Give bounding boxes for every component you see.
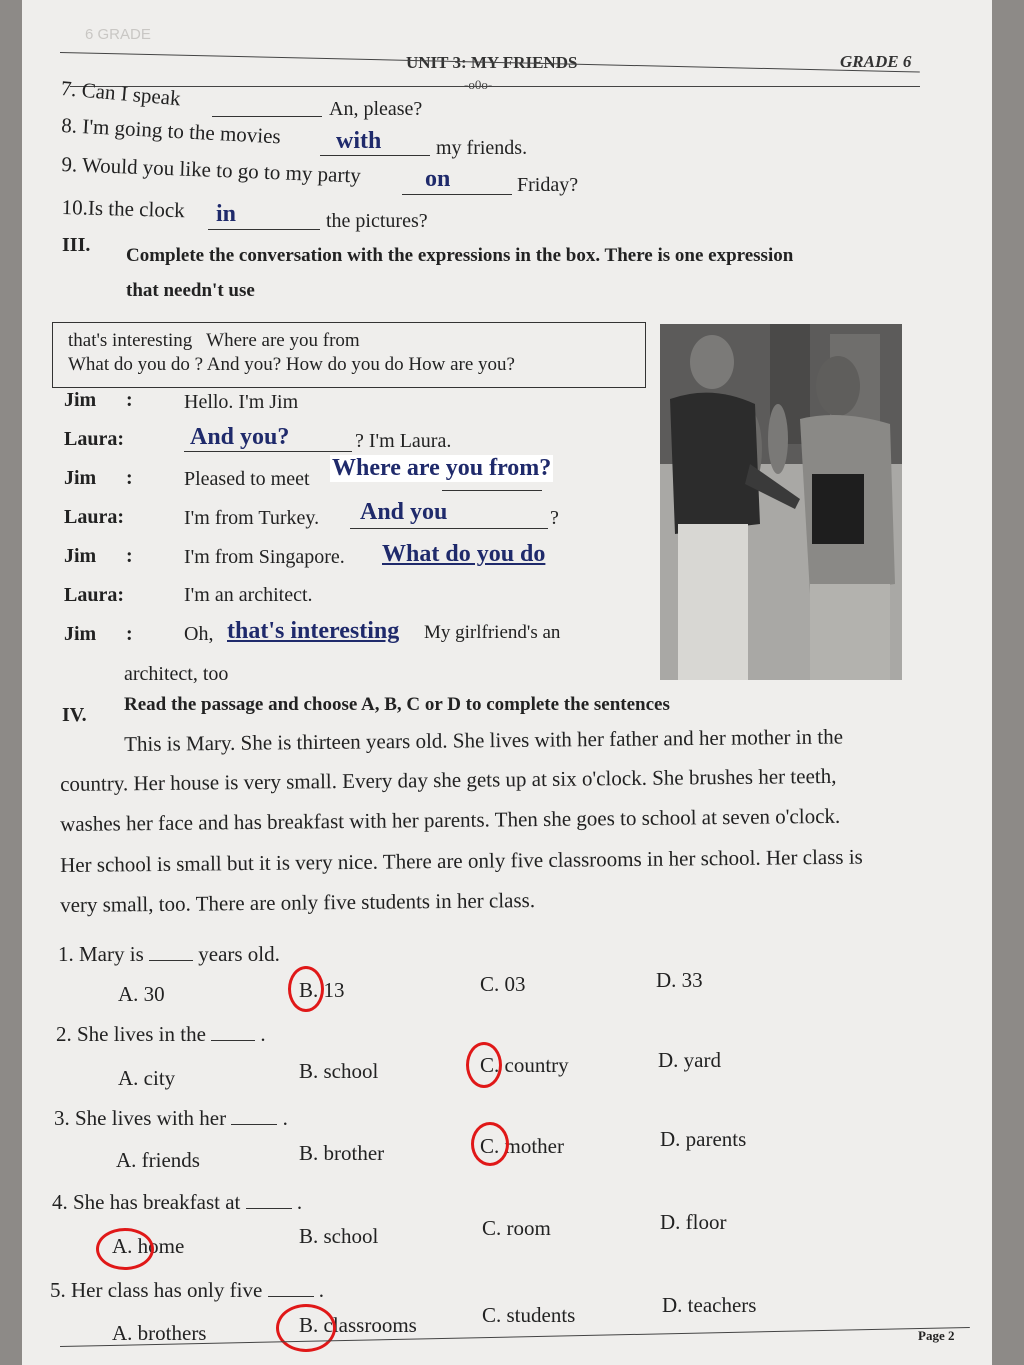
q3-option-d[interactable]: D. parents (660, 1127, 747, 1151)
dialogue-line-7-after: My girlfriend's an (424, 622, 561, 643)
speaker-sep: : (126, 545, 133, 567)
item-number: 10. (61, 195, 89, 220)
question-number: 2. (56, 1022, 72, 1046)
q2-option-a[interactable]: A. city (118, 1066, 176, 1090)
q5-option-c[interactable]: C. students (482, 1303, 576, 1327)
question-tail: . (260, 1022, 266, 1046)
question-number: 5. (50, 1278, 66, 1302)
dialogue-line-4-after: ? (550, 507, 559, 529)
passage-line-2: country. Her house is very small. Every day she gets up at six o'clock. She brushes her teeth, (60, 763, 837, 796)
item-number: 7. (59, 76, 78, 102)
item-9-answer: on (425, 166, 451, 192)
question-stem: Her class has only five (71, 1278, 263, 1302)
item-8-answer: with (336, 128, 382, 154)
speaker-sep: : (126, 623, 133, 645)
item-8-after: my friends. (436, 137, 528, 159)
question-tail: years old. (198, 942, 280, 966)
q4-answer-circle (96, 1228, 154, 1270)
section-4-number: IV. (62, 704, 87, 726)
dialogue-line-7: Oh, (184, 623, 214, 645)
photo-two-people-greeting (660, 324, 902, 680)
dialogue-line-3: Pleased to meet (184, 468, 310, 490)
question-stem: She lives with her (75, 1106, 227, 1130)
speaker-jim: Jim (64, 623, 97, 645)
question-2 (56, 1022, 266, 1047)
q5-option-d[interactable]: D. teachers (662, 1293, 757, 1317)
question-stem: She has breakfast at (73, 1190, 241, 1214)
question-stem: Mary is (79, 942, 144, 966)
expression-box-line-2: What do you do ? And you? How do you do How are you? (68, 354, 515, 375)
passage-line-3: washes her face and has breakfast with her parents. Then she goes to school at seven o'clock. (60, 803, 841, 836)
item-10-after: the pictures? (326, 210, 428, 232)
question-blank[interactable] (211, 1036, 255, 1041)
q4-option-c[interactable]: C. room (482, 1216, 551, 1240)
passage-line-1: This is Mary. She is thirteen years old. She lives with her father and her mother in the (124, 724, 844, 756)
unit-title: UNIT 3: MY FRIENDS (406, 53, 578, 72)
q1-option-c[interactable]: C. 03 (480, 972, 526, 996)
q2-answer-circle (466, 1042, 502, 1088)
question-5 (50, 1278, 324, 1303)
dialogue-line-2: ? I'm Laura. (355, 430, 452, 452)
q1-option-d[interactable]: D. 33 (656, 968, 703, 992)
item-text: Can I speak (80, 77, 182, 111)
q4-option-a[interactable]: A. home (112, 1234, 185, 1258)
dialogue-line-6: I'm an architect. (184, 584, 313, 606)
header-rule-bottom (70, 86, 920, 87)
grade-label: GRADE 6 (840, 52, 912, 71)
section-3-number: III. (62, 234, 91, 256)
dialogue-line-7-answer: that's interesting (227, 618, 400, 644)
question-1 (58, 942, 280, 967)
q1-option-a[interactable]: A. 30 (118, 982, 165, 1006)
speaker-jim: Jim (64, 545, 97, 567)
q2-option-b[interactable]: B. school (299, 1059, 379, 1083)
dialogue-line-4: I'm from Turkey. (184, 507, 320, 529)
item-text: I'm going to the movies (81, 114, 282, 149)
question-4 (52, 1190, 302, 1215)
dialogue-line-3-answer: Where are you from? (332, 455, 552, 481)
question-blank[interactable] (268, 1292, 314, 1297)
item-7-after: An, please? (329, 98, 423, 120)
speaker-jim: Jim (64, 467, 97, 489)
q3-option-b[interactable]: B. brother (299, 1141, 385, 1165)
speaker-sep: : (126, 389, 133, 411)
item-text: Would you like to go to my party (81, 152, 362, 188)
dialogue-tail: architect, too (124, 663, 229, 685)
question-blank[interactable] (246, 1204, 292, 1209)
q4-option-b[interactable]: B. school (299, 1224, 379, 1248)
item-7-blank[interactable] (212, 112, 322, 117)
passage-line-5: very small, too. There are only five students in her class. (60, 888, 536, 917)
dialogue-line-5: I'm from Singapore. (184, 546, 345, 568)
header-ornament: -o0o- (464, 77, 493, 92)
q5-option-b[interactable]: B. classrooms (299, 1313, 417, 1337)
q3-option-a[interactable]: A. friends (116, 1148, 200, 1172)
speaker-laura: Laura: (64, 506, 124, 528)
speaker-laura: Laura: (64, 584, 124, 606)
dialogue-line-5-answer: What do you do (382, 541, 546, 567)
q5-option-a[interactable]: A. brothers (112, 1321, 207, 1345)
photo-illustration (660, 324, 902, 680)
q4-option-d[interactable]: D. floor (660, 1210, 727, 1234)
speaker-sep: : (126, 467, 133, 489)
passage-line-4: Her school is small but it is very nice. There are only five classrooms in her school. Her class is (60, 844, 863, 877)
question-tail: . (296, 1190, 303, 1214)
item-10-answer: in (216, 201, 237, 227)
section-4-instruction: Read the passage and choose A, B, C or D to complete the sentences (124, 694, 670, 715)
item-number: 8. (60, 113, 78, 138)
item-9-blank[interactable] (402, 172, 512, 195)
question-number: 3. (54, 1106, 70, 1130)
question-number: 4. (52, 1190, 68, 1214)
dialogue-line-2-answer: And you? (190, 424, 290, 450)
dialogue-line-1: Hello. I'm Jim (184, 391, 299, 413)
q1-option-b[interactable]: B. 13 (299, 978, 345, 1002)
speaker-laura: Laura: (64, 428, 124, 450)
item-text: Is the clock (87, 195, 186, 223)
section-3-instruction: Complete the conversation with the expressions in the box. There is one expression (126, 245, 794, 266)
expression-box-line-1: that's interesting Where are you from (68, 330, 360, 351)
question-stem: She lives in the (77, 1022, 206, 1046)
question-blank[interactable] (149, 956, 193, 961)
dialogue-line-4-answer: And you (360, 499, 448, 525)
faint-corner-text: 6 GRADE (85, 26, 151, 43)
q3-answer-circle (471, 1122, 509, 1166)
item-number: 9. (61, 152, 78, 177)
section-3-instruction-2: that needn't use (126, 280, 255, 301)
q3-option-c[interactable]: C. mother (480, 1134, 564, 1158)
item-9-after: Friday? (517, 174, 579, 196)
question-tail: . (282, 1106, 288, 1130)
question-blank[interactable] (231, 1120, 277, 1125)
q2-option-d[interactable]: D. yard (658, 1048, 721, 1072)
page-number: Page 2 (918, 1328, 955, 1343)
question-tail: . (318, 1278, 325, 1302)
q5-answer-circle (276, 1304, 336, 1352)
item-10 (61, 195, 185, 223)
speaker-jim: Jim (64, 389, 97, 411)
question-3 (54, 1106, 288, 1131)
question-number: 1. (58, 942, 74, 966)
q2-option-c[interactable]: C. country (480, 1053, 569, 1077)
q1-answer-circle (288, 966, 324, 1012)
